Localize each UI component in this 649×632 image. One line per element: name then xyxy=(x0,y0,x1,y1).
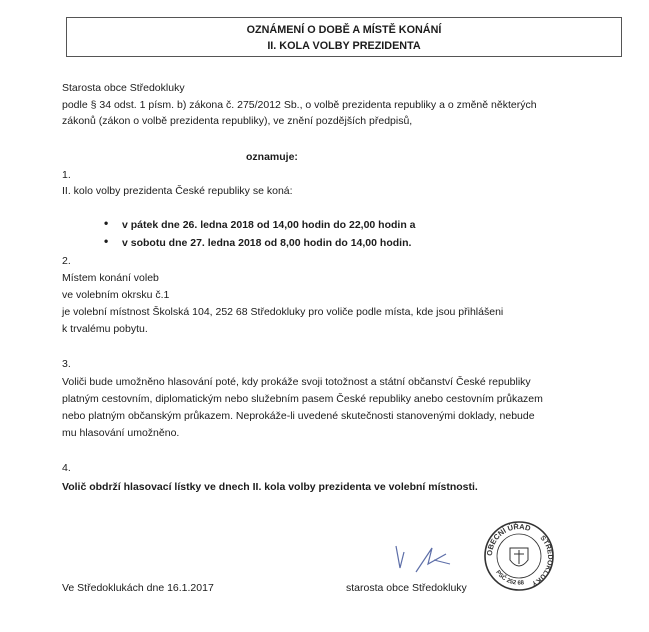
section-2-line-1: Místem konání voleb xyxy=(62,272,159,284)
section-2-line-4: k trvalému pobytu. xyxy=(62,323,148,335)
intro-law-line-1: podle § 34 odst. 1 písm. b) zákona č. 275/2012 Sb., o volbě prezidenta republiky a o změně některých xyxy=(62,99,537,111)
section-2-number: 2. xyxy=(62,255,71,267)
official-stamp xyxy=(480,516,558,594)
svg-text:OBECNÍ ÚŘAD xyxy=(485,522,532,556)
signature-mark xyxy=(388,534,460,580)
signature-label: starosta obce Středokluky xyxy=(346,582,467,594)
date-bullet-2: v sobotu dne 27. ledna 2018 od 8,00 hodin do 14,00 hodin. xyxy=(122,237,412,249)
section-1-text: II. kolo volby prezidenta České republiky se koná: xyxy=(62,185,293,197)
section-3-line-1: Voliči bude umožněno hlasování poté, kdy prokáže svoji totožnost a státní občanství České republiky xyxy=(62,376,531,388)
section-3-line-4: mu hlasování umožněno. xyxy=(62,427,180,439)
date-bullet-1: v pátek dne 26. ledna 2018 od 14,00 hodin do 22,00 hodin a xyxy=(122,219,416,231)
title-box xyxy=(66,17,622,57)
stamp-text-top: OBECNÍ ÚŘAD xyxy=(484,522,532,557)
section-3-line-2: platným cestovním, diplomatickým nebo služebním pasem České republiky anebo cestovním průkazem xyxy=(62,393,543,405)
section-2-line-3: je volební místnost Školská 104, 252 68 Středokluky pro voliče podle místa, kde jsou přihlášeni xyxy=(62,306,504,318)
intro-mayor: Starosta obce Středokluky xyxy=(62,82,185,94)
section-1-number: 1. xyxy=(62,169,71,181)
section-3-number: 3. xyxy=(62,358,71,370)
section-3-line-3: nebo platným občanským průkazem. Neprokáže-li uvedené skutečnosti stanovenými doklady, nebude xyxy=(62,410,535,422)
title-line-1: OZNÁMENÍ O DOBĚ A MÍSTĚ KONÁNÍ xyxy=(246,24,442,36)
bullet-icon: • xyxy=(104,216,109,230)
bullet-icon: • xyxy=(104,234,109,248)
section-2-line-2: ve volebním okrsku č.1 xyxy=(62,289,170,301)
stamp-text-bottom: PSČ 252 68 xyxy=(494,569,525,587)
place-and-date: Ve Středoklukách dne 16.1.2017 xyxy=(62,582,214,594)
section-4-number: 4. xyxy=(62,462,71,474)
section-4-text: Volič obdrží hlasovací lístky ve dnech II. kola volby prezidenta ve volební místnosti. xyxy=(62,481,478,493)
coat-of-arms-detail-icon xyxy=(514,550,524,564)
stamp-text-right: STŘEDOKLUKY xyxy=(530,534,554,587)
intro-law-line-2: zákonů (zákon o volbě prezidenta republiky), ve znění pozdějších předpisů, xyxy=(62,115,413,127)
title-line-2: II. KOLA VOLBY PREZIDENTA xyxy=(267,40,421,52)
announces-heading: oznamuje: xyxy=(246,151,298,163)
